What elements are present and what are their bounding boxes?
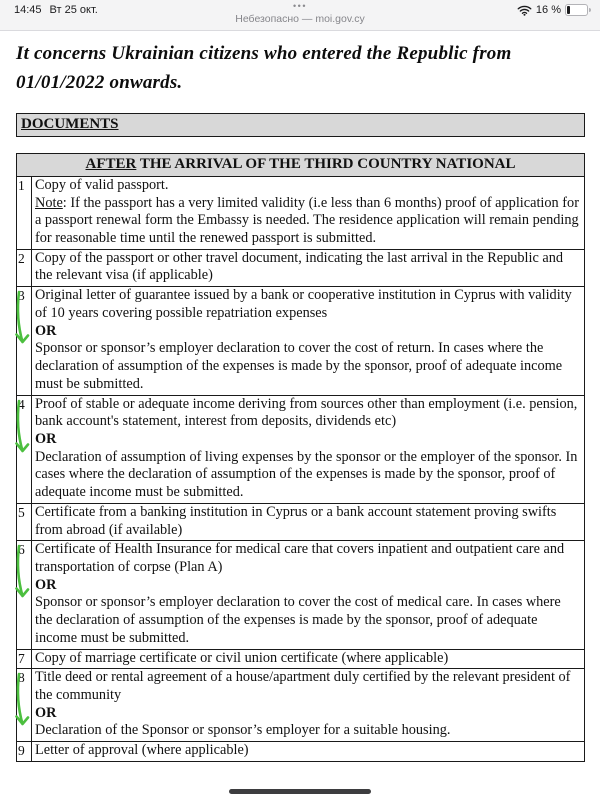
status-bar	[0, 0, 600, 31]
row-text	[32, 504, 584, 540]
row-text	[32, 396, 584, 503]
battery-nub	[589, 8, 591, 12]
wifi-icon	[517, 5, 532, 16]
documents-section-header: DOCUMENTS	[16, 113, 585, 137]
cell-line: Original letter of guarantee issued by a bank or cooperative institution in Cyprus with validity of 10 years covering possible repatriation expenses	[35, 287, 572, 321]
documents-table	[16, 153, 585, 762]
row-number: 1	[17, 177, 32, 249]
row-number: 3	[17, 287, 32, 394]
cell-line: Note: If the passport has a very limited validity (i.e less than 6 months) proof of application for a passport renewal form the Embassy is needed. The residence application will remain pending for reasonable time until the renewed passport is submitted.	[35, 194, 579, 247]
page-title: It concerns Ukrainian citizens who entered the Republic from 01/01/2022 onwards.	[16, 43, 512, 94]
cell-line: Declaration of assumption of living expenses by the sponsor or the employer of the sponsor. In cases where the declaration of assumption of the expenses is made by the sponsor, proof of adequate income must be submitted.	[35, 448, 578, 501]
row-number: 5	[17, 504, 32, 540]
table-row	[17, 286, 584, 394]
row-text	[32, 669, 584, 741]
cell-line: OR	[35, 704, 57, 721]
cell-line: Proof of stable or adequate income deriving from sources other than employment (i.e. pension, bank account's statement, interest from deposits, dividends etc)	[35, 395, 578, 430]
table-row	[17, 176, 584, 249]
battery-icon	[565, 4, 588, 16]
cell-line: Copy of valid passport.	[35, 176, 169, 193]
cell-line: Sponsor or sponsor’s employer declaration to cover the cost of medical care. In cases where the declaration of assumption of the expenses is made by the sponsor, proof of adequate income must be submitted.	[35, 594, 561, 646]
row-text	[32, 541, 584, 648]
row-number: 7	[17, 650, 32, 669]
row-number: 2	[17, 250, 32, 286]
cell-line: Copy of marriage certificate or civil union certificate (where applicable)	[35, 649, 449, 666]
status-time: 14:45	[14, 4, 42, 16]
row-number: 6	[17, 541, 32, 648]
table-rows	[17, 176, 584, 761]
home-indicator[interactable]	[229, 789, 371, 794]
table-title	[17, 154, 584, 176]
cell-line: Certificate from a banking institution in Cyprus or a bank account statement proving swifts from abroad (if available)	[35, 503, 557, 538]
cell-line: Certificate of Health Insurance for medical care that covers inpatient and outpatient care and transportation of corpse (Plan A)	[35, 541, 565, 575]
toolbar-ellipsis-button[interactable]: •••	[293, 1, 307, 11]
cell-line: Title deed or rental agreement of a house/apartment duly certified by the relevant president of the community	[35, 669, 571, 703]
row-number: 8	[17, 669, 32, 741]
row-text	[32, 287, 584, 394]
cell-line: Declaration of the Sponsor or sponsor’s employer for a suitable housing.	[35, 722, 451, 739]
cell-line: OR	[35, 322, 57, 339]
battery-percent: 16 %	[535, 4, 561, 16]
table-row	[17, 395, 584, 503]
cell-line: OR	[35, 430, 57, 447]
status-icons	[517, 4, 588, 16]
table-row	[17, 741, 584, 761]
table-row	[17, 649, 584, 669]
table-title-rest: THE ARRIVAL OF THE THIRD COUNTRY NATIONAL	[139, 155, 516, 172]
cell-line: OR	[35, 576, 57, 593]
row-number: 9	[17, 742, 32, 761]
row-text	[32, 250, 584, 286]
table-title-underlined: AFTER	[85, 155, 137, 172]
battery-fill	[567, 6, 570, 14]
safari-minibar	[0, 2, 600, 25]
cell-line: Copy of the passport or other travel document, indicating the last arrival in the Republic and the relevant visa (if applicable)	[35, 249, 564, 284]
table-row	[17, 249, 584, 286]
address-bar-label[interactable]: Небезопасно — moi.gov.cy	[235, 13, 365, 25]
table-row	[17, 503, 584, 540]
table-row	[17, 540, 584, 648]
row-number: 4	[17, 396, 32, 503]
table-row	[17, 668, 584, 741]
row-text	[32, 742, 584, 761]
status-date: Вт 25 окт.	[49, 4, 98, 16]
row-text	[32, 650, 584, 669]
row-text	[32, 177, 584, 249]
cell-line: Letter of approval (where applicable)	[35, 742, 249, 759]
cell-line: Sponsor or sponsor’s employer declaration to cover the cost of return. In cases where the declaration of assumption of the expenses is made by the sponsor, proof of adequate income must be submitted.	[35, 340, 563, 392]
